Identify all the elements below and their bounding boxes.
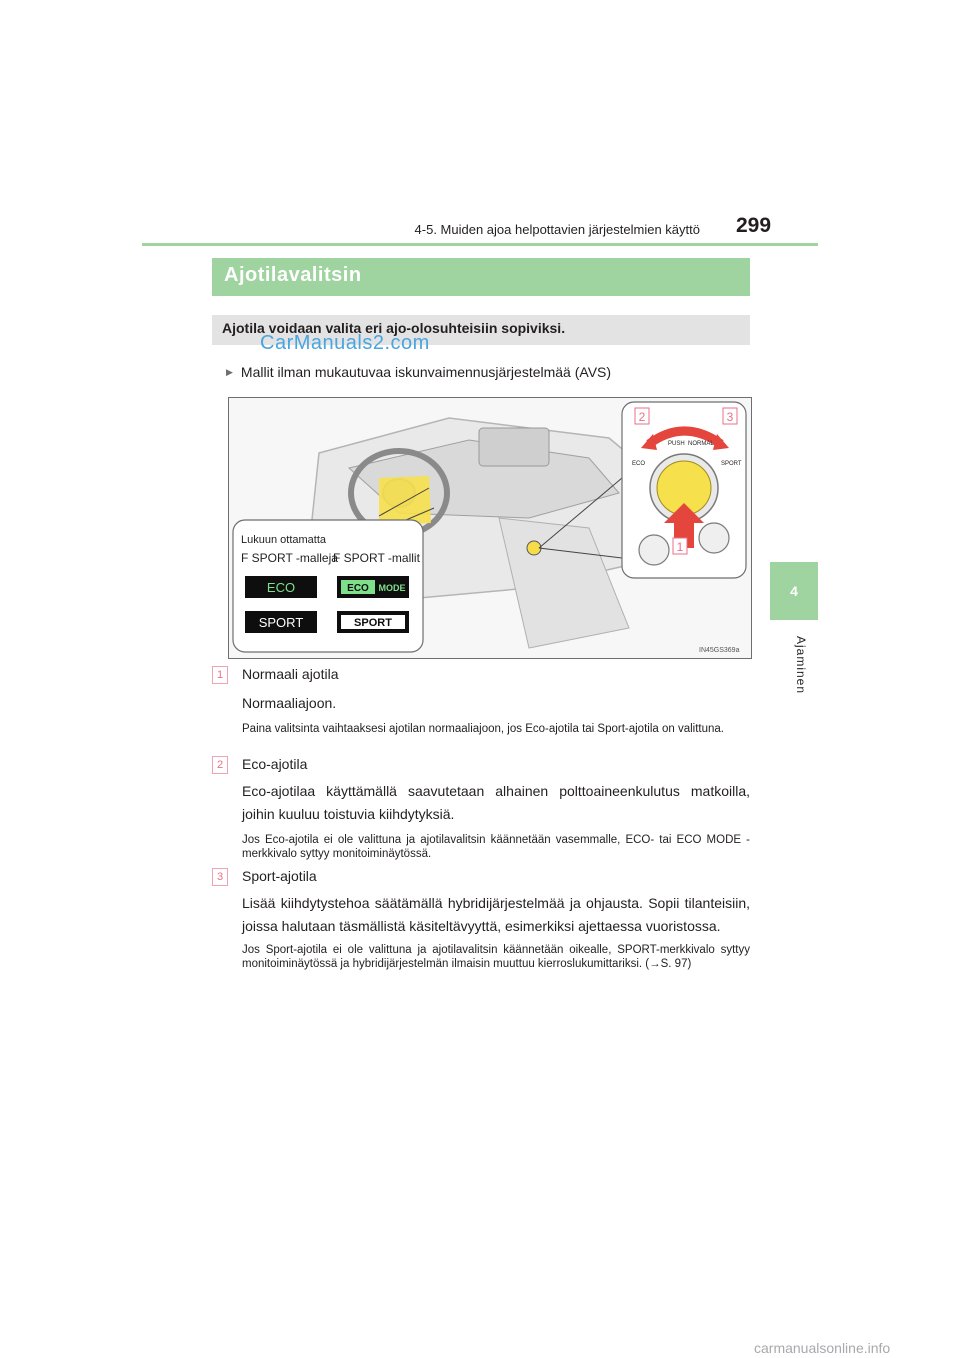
- item-1-body: Normaaliajoon.: [242, 695, 337, 711]
- model-bullet-text: Mallit ilman mukautuvaa iskunvaimennusjärjestelmää (AVS): [240, 364, 612, 380]
- header-rule: [142, 243, 818, 246]
- chapter-title: 4-5. Muiden ajoa helpottavien järjestelmien käyttö: [414, 222, 700, 237]
- callout-2: 2: [638, 410, 646, 424]
- knob-normal-label: NORMAL: [688, 441, 714, 447]
- item-2-number: 2: [212, 756, 228, 774]
- item-3-body: Lisää kiihdytystehoa säätämällä hybridijärjestelmää ja ohjausta. Sopii tilanteisiin, joissa halutaan täsmällistä käsiteltävyyttä, esimerkiksi ajettaessa vuoristossa.: [242, 895, 750, 934]
- item-3-title: Sport-ajotila: [242, 868, 317, 884]
- eco-badge-text: ECO: [347, 583, 369, 594]
- legend-heading: Lukuun ottamatta: [241, 534, 327, 546]
- item-3-number: 3: [212, 868, 228, 886]
- dashboard-drawing: [229, 398, 751, 658]
- item-1-number: 1: [212, 666, 228, 684]
- page-number: 299: [736, 214, 772, 237]
- mode-badge-text: MODE: [378, 583, 406, 593]
- item-3-note: Jos Sport-ajotila ei ole valittuna ja ajotilavalitsin käännetään oikealle, SPORT-merkkivalo syttyy monitoiminäytössä ja hybridijärjestelmän ilmaisin muuttuu kierroslukumittariksi. (→S. 97): [242, 944, 750, 970]
- sport-indicator-text: SPORT: [258, 615, 304, 630]
- knob-sport-label: SPORT: [721, 461, 742, 467]
- section-title: Ajotilavalitsin: [224, 264, 362, 286]
- drive-mode-illustration: [228, 397, 752, 659]
- model-bullet: [226, 364, 611, 380]
- knob-eco-label: ECO: [632, 461, 646, 467]
- section-subtitle: Ajotila voidaan valita eri ajo-olosuhteisiin sopiviksi.: [222, 320, 566, 336]
- legend-col-right: F SPORT -mallit: [333, 551, 420, 565]
- footer-watermark[interactable]: carmanualsonline.info: [754, 1340, 891, 1356]
- item-1-note: Paina valitsinta vaihtaaksesi ajotilan normaaliajoon, jos Eco-ajotila tai Sport-ajotila on valittuna.: [242, 723, 724, 735]
- chapter-tab-label: Ajaminen: [794, 636, 808, 695]
- item-2-title: Eco-ajotila: [242, 756, 308, 772]
- callout-1: 1: [676, 540, 684, 554]
- watermark-text[interactable]: CarManuals2.com: [260, 332, 430, 354]
- callout-3: 3: [726, 410, 734, 424]
- knob-push-label: PUSH: [668, 441, 685, 447]
- legend-col-left: F SPORT -malleja: [241, 551, 338, 565]
- item-1-title: Normaali ajotila: [242, 666, 339, 682]
- item-2-note: Jos Eco-ajotila ei ole valittuna ja ajotilavalitsin käännetään vasemmalle, ECO- tai ECO MODE -merkkivalo syttyy monitoiminäytössä.: [242, 834, 750, 860]
- sport-badge-text: SPORT: [354, 617, 392, 629]
- item-2-body: Eco-ajotilaa käyttämällä saavutetaan alhainen polttoaineenkulutus matkoilla, joihin kuuluu toistuvia kiihdytyksiä.: [242, 783, 750, 822]
- figure-code: IN45GS369a: [699, 647, 740, 654]
- section-title-bar: [212, 258, 750, 296]
- chapter-tab[interactable]: 4: [770, 562, 818, 620]
- triangle-bullet-icon: ▶: [226, 367, 233, 377]
- eco-indicator-text: ECO: [266, 580, 296, 595]
